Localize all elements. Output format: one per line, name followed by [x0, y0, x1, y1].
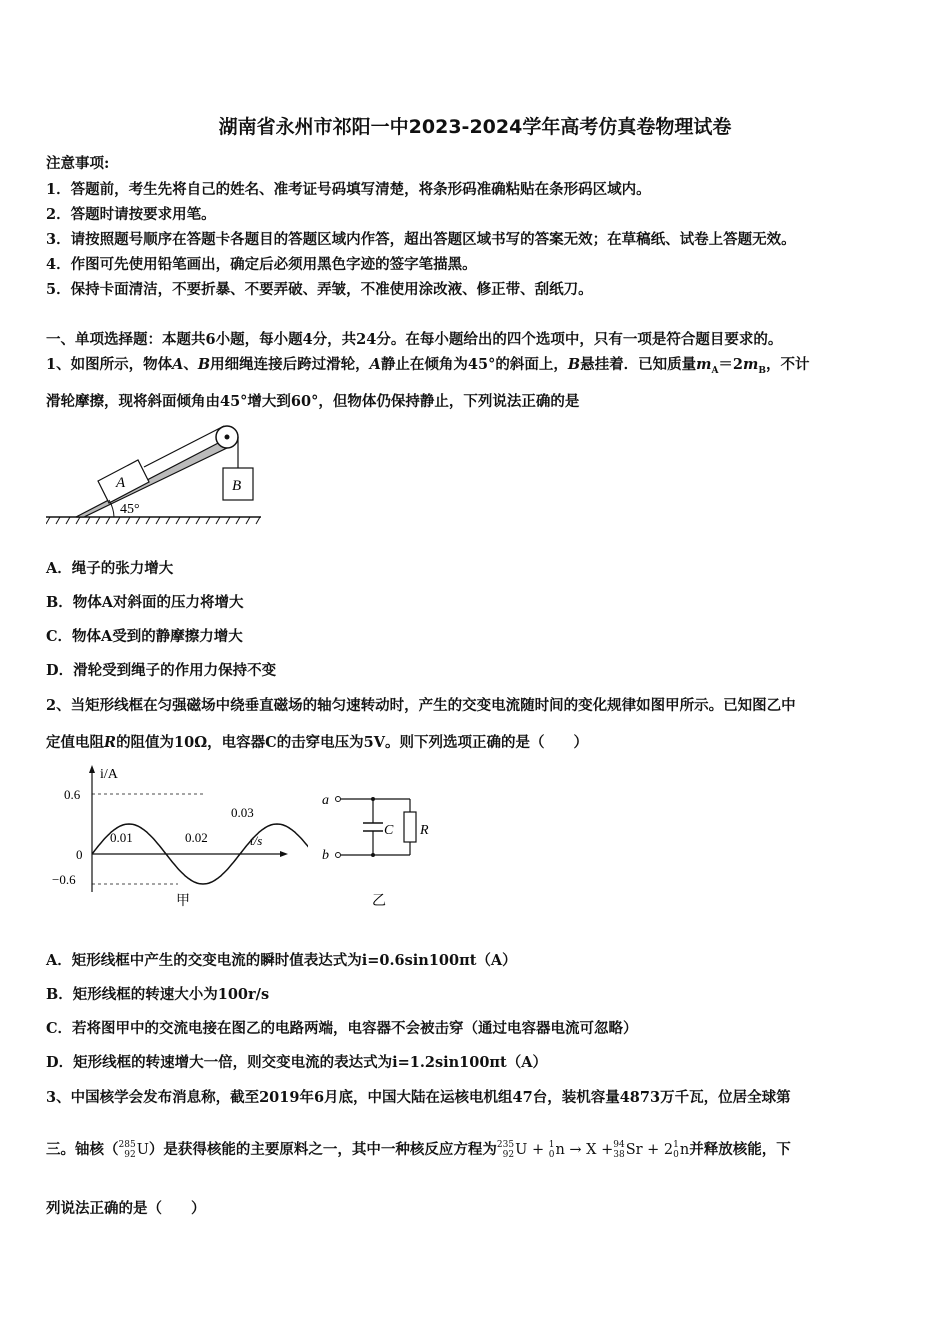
terminal-a-label: a	[322, 793, 329, 808]
graph-xlabel: t/s	[250, 833, 263, 848]
notice-item: 4．作图可先使用铅笔画出，确定后必须用黑色字迹的签字笔描黑。	[46, 256, 477, 273]
q2-option-d[interactable]: D．矩形线框的转速增大一倍，则交变电流的表达式为i=1.2sin100πt（A）	[46, 1054, 547, 1071]
q3-stem-line3: 列说法正确的是（ ）	[46, 1200, 206, 1217]
incline-pulley-figure	[46, 420, 266, 530]
resistor-label: R	[420, 823, 429, 838]
graph-ylabel: i/A	[100, 767, 118, 782]
notice-item: 5．保持卡面清洁，不要折暴、不要弄破、弄皱，不准使用涂改液、修正带、刮纸刀。	[46, 281, 593, 298]
graph-caption: 甲	[176, 894, 190, 909]
graph-x2: 0.02	[185, 830, 208, 845]
q1-option-c[interactable]: C．物体A受到的静摩擦力增大	[46, 628, 243, 645]
graph-y-pos: 0.6	[64, 787, 81, 802]
notice-item: 3．请按照题号顺序在答题卡各题目的答题区域内作答，超出答题区域书写的答案无效；在草稿纸、试卷上答题无效。	[46, 231, 796, 248]
graph-x1: 0.01	[110, 830, 133, 845]
capacitor-label: C	[384, 823, 394, 838]
angle-label: 45°	[120, 502, 140, 517]
graph-x3: 0.03	[231, 805, 254, 820]
q2-option-b[interactable]: B．矩形线框的转速大小为100r/s	[46, 986, 270, 1003]
q2-stem-line2: 定值电阻R的阻值为10Ω，电容器C的击穿电压为5V。则下列选项正确的是（ ）	[46, 734, 589, 751]
block-a-label: A	[116, 475, 126, 491]
page-title: 湖南省永州市祁阳一中2023-2024学年高考仿真卷物理试卷	[218, 116, 732, 138]
q2-option-a[interactable]: A．矩形线框中产生的交变电流的瞬时值表达式为i=0.6sin100πt（A）	[46, 952, 517, 969]
section-heading: 一、单项选择题：本题共6小题，每小题4分，共24分。在每小题给出的四个选项中，只有一项是符合题目要求的。	[46, 331, 783, 348]
q1-option-b[interactable]: B．物体A对斜面的压力将增大	[46, 594, 244, 611]
terminal-b-label: b	[322, 848, 329, 863]
circuit-caption: 乙	[372, 894, 386, 909]
notice-item: 2．答题时请按要求用笔。	[46, 206, 216, 223]
block-b-label: B	[232, 478, 242, 494]
q1-stem-line1: 1、如图所示，物体A、B用细绳连接后跨过滑轮，A静止在倾角为45°的斜面上，B悬挂着．已知质量$m_A=2m_B$，不计	[46, 356, 810, 376]
q1-option-d[interactable]: D．滑轮受到绳子的作用力保持不变	[46, 662, 277, 679]
q1-stem-line2: 滑轮摩擦，现将斜面倾角由45°增大到60°，但物体仍保持静止，下列说法正确的是	[46, 393, 580, 410]
q2-option-c[interactable]: C．若将图甲中的交流电接在图乙的电路两端，电容器不会被击穿（通过电容器电流可忽略）	[46, 1020, 638, 1037]
notice-heading: 注意事项:	[46, 155, 110, 172]
q3-stem-line2: 三。铀核（285 92U）是获得核能的主要原料之一，其中一种核反应方程为235 92U + 1 0n → X +94 38Sr + 21 0n并释放核能，下	[46, 1140, 791, 1160]
circuit-diagram	[318, 780, 448, 915]
graph-y-neg: −0.6	[52, 872, 76, 887]
q1-option-a[interactable]: A．绳子的张力增大	[46, 560, 174, 577]
q3-stem-line1: 3、中国核学会发布消息称，截至2019年6月底，中国大陆在运核电机组47台，装机容量4873万千瓦，位居全球第	[46, 1089, 791, 1106]
notice-item: 1．答题前，考生先将自己的姓名、准考证号码填写清楚，将条形码准确粘贴在条形码区域内。	[46, 181, 651, 198]
graph-y-zero: 0	[76, 847, 83, 862]
current-time-graph	[48, 762, 308, 912]
q2-stem-line1: 2、当矩形线框在匀强磁场中绕垂直磁场的轴匀速转动时，产生的交变电流随时间的变化规律如图甲所示。已知图乙中	[46, 697, 796, 714]
